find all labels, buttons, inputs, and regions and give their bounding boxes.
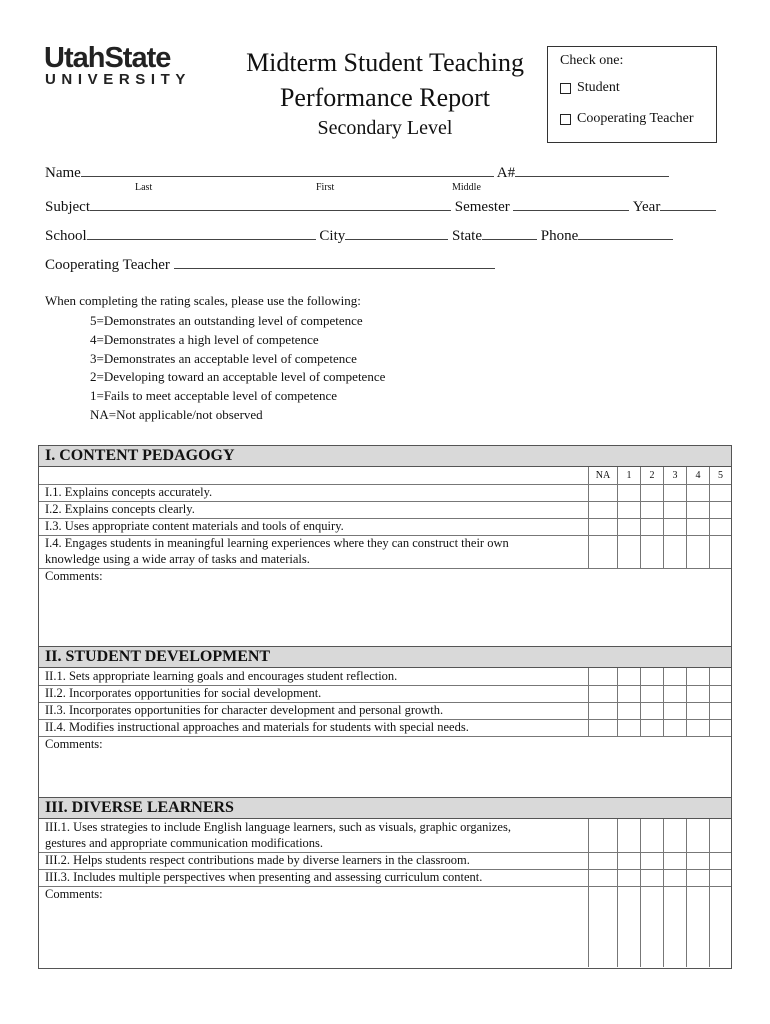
- city-input-line[interactable]: [345, 225, 448, 240]
- criterion-text: II.2. Incorporates opportunities for social development.: [45, 686, 322, 700]
- page-title: Midterm Student Teaching: [246, 48, 524, 77]
- comments-label: Comments:: [45, 737, 103, 751]
- rating-col-2: 2: [640, 467, 663, 484]
- table-row: [39, 668, 731, 686]
- name-input-line[interactable]: [81, 162, 494, 177]
- criterion-text: I.3. Uses appropriate content materials and tools of enquiry.: [45, 519, 344, 533]
- rating-cells[interactable]: [588, 484, 731, 501]
- page-title-line2: Performance Report: [279, 83, 491, 112]
- criterion-text-continued: gestures and appropriate communication modifications.: [45, 836, 324, 850]
- last-name-caption: Last: [135, 182, 153, 193]
- rating-cells[interactable]: [588, 535, 731, 568]
- rating-cells[interactable]: [588, 719, 731, 736]
- cooperating-teacher-label: Cooperating Teacher: [45, 257, 170, 273]
- name-label: Name: [45, 165, 81, 181]
- rating-cells[interactable]: [588, 518, 731, 535]
- phone-input-line[interactable]: [578, 225, 673, 240]
- rating-header-row: [39, 467, 731, 485]
- comments-area[interactable]: [39, 567, 731, 645]
- criterion-text: I.4. Engages students in meaningful learning experiences where they can construct their own: [45, 536, 509, 550]
- table-row: [39, 501, 731, 519]
- rating-instructions: When completing the rating scales, please use the following:: [45, 293, 361, 308]
- student-checkbox-row[interactable]: [560, 80, 620, 96]
- year-input-line[interactable]: [660, 196, 716, 211]
- table-row: [39, 719, 731, 737]
- table-row: [39, 819, 731, 853]
- section-diverse-learners: [38, 797, 732, 969]
- section-title: II. STUDENT DEVELOPMENT: [39, 647, 731, 668]
- rating-scale-item: NA=Not applicable/not observed: [90, 406, 263, 422]
- rating-col-5: 5: [709, 467, 731, 484]
- criterion-text: II.1. Sets appropriate learning goals and encourages student reflection.: [45, 669, 398, 683]
- school-input-line[interactable]: [87, 225, 316, 240]
- rating-cells[interactable]: [588, 685, 731, 702]
- check-one-panel: [547, 46, 717, 143]
- city-label: City: [319, 228, 346, 244]
- logo-university: UNIVERSITY: [45, 71, 192, 88]
- first-name-caption: First: [316, 182, 335, 193]
- table-row: [39, 702, 731, 720]
- comments-label: Comments:: [45, 569, 103, 583]
- a-number-input-line[interactable]: [515, 162, 669, 177]
- semester-input-line[interactable]: [513, 196, 629, 211]
- rating-cells[interactable]: [588, 668, 731, 685]
- criterion-text: II.3. Incorporates opportunities for character development and personal growth.: [45, 703, 444, 717]
- section-content-pedagogy: [38, 445, 732, 647]
- page-subtitle: Secondary Level: [317, 117, 453, 139]
- student-checkbox[interactable]: [560, 83, 571, 94]
- rating-cells[interactable]: [588, 852, 731, 869]
- criterion-text: I.2. Explains concepts clearly.: [45, 502, 195, 516]
- logo-wordmark: UtahState: [44, 42, 171, 74]
- cooperating-teacher-checkbox-row[interactable]: [560, 111, 694, 127]
- rating-scale-item: 5=Demonstrates an outstanding level of competence: [90, 313, 363, 328]
- rating-cells[interactable]: [588, 702, 731, 719]
- table-row: [39, 852, 731, 870]
- rating-scale-item: 2=Developing toward an acceptable level of competence: [90, 369, 386, 385]
- school-field-row: [45, 225, 673, 245]
- rating-col-4: 4: [686, 467, 709, 484]
- rating-col-3: 3: [663, 467, 686, 484]
- rating-scale-list: [90, 312, 385, 425]
- comments-label: Comments:: [45, 887, 103, 901]
- student-option-label: Student: [577, 80, 620, 95]
- criterion-text: III.3. Includes multiple perspectives when presenting and assessing curriculum content.: [45, 870, 483, 884]
- phone-label: Phone: [540, 228, 579, 244]
- section-title: III. DIVERSE LEARNERS: [39, 798, 731, 819]
- criterion-text: II.4. Modifies instructional approaches and materials for students with special needs.: [45, 720, 469, 734]
- rating-scale-item: 3=Demonstrates an acceptable level of competence: [90, 350, 357, 366]
- check-one-label: Check one:: [560, 53, 624, 68]
- middle-name-caption: Middle: [452, 182, 481, 193]
- a-number-label: A#: [496, 165, 516, 181]
- rating-cells[interactable]: [588, 819, 731, 852]
- rating-scale-item: 4=Demonstrates a high level of competence: [90, 331, 319, 347]
- cooperating-teacher-option-label: Cooperating Teacher: [577, 111, 694, 126]
- rating-cells[interactable]: [588, 869, 731, 886]
- rating-col-1: 1: [617, 467, 640, 484]
- table-row: [39, 685, 731, 703]
- state-label: State: [452, 228, 483, 244]
- criterion-text: III.2. Helps students respect contributions made by diverse learners in the classroom.: [45, 853, 470, 867]
- table-row: [39, 869, 731, 887]
- cooperating-teacher-input-line[interactable]: [174, 254, 495, 269]
- year-label: Year: [632, 199, 661, 215]
- cooperating-teacher-checkbox[interactable]: [560, 114, 571, 125]
- rating-col-na: NA: [588, 467, 617, 484]
- criterion-text: I.1. Explains concepts accurately.: [45, 485, 213, 499]
- rating-scale-item: 1=Fails to meet acceptable level of competence: [90, 388, 337, 404]
- criterion-text: III.1. Uses strategies to include English language learners, such as visuals, graphic organizes,: [45, 820, 511, 834]
- subject-field-row: [45, 196, 716, 216]
- table-row: [39, 518, 731, 536]
- table-row: [39, 484, 731, 502]
- section-student-development: [38, 646, 732, 798]
- comments-area[interactable]: [39, 736, 731, 796]
- semester-label: Semester: [454, 199, 510, 215]
- cooperating-teacher-field-row: [45, 254, 495, 274]
- comments-rating-columns: [588, 886, 731, 967]
- section-title: I. CONTENT PEDAGOGY: [39, 446, 731, 467]
- state-input-line[interactable]: [482, 225, 537, 240]
- subject-input-line[interactable]: [90, 196, 451, 211]
- name-field-row: [45, 162, 669, 182]
- subject-label: Subject: [45, 199, 90, 215]
- rating-cells[interactable]: [588, 501, 731, 518]
- school-label: School: [45, 228, 87, 244]
- criterion-text-continued: knowledge using a wide array of tasks and materials.: [45, 552, 310, 566]
- table-row: [39, 535, 731, 569]
